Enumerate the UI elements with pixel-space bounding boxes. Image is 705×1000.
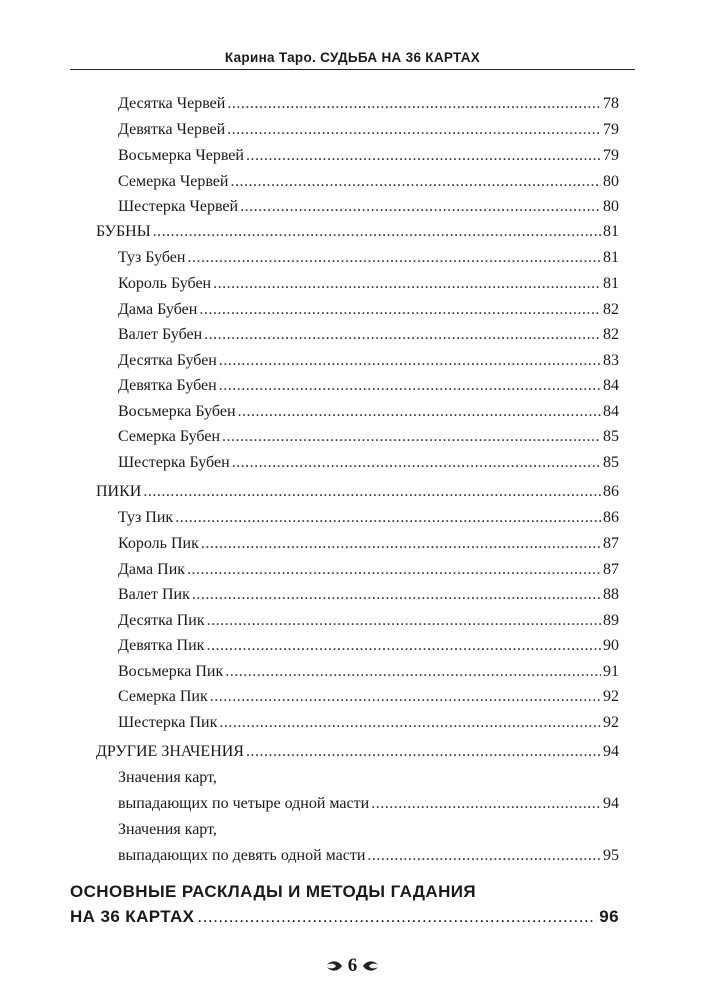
toc-entry-page: 79 (603, 121, 619, 138)
toc-entry-page: 87 (603, 561, 619, 578)
toc-entry-page: 88 (603, 586, 619, 603)
leader-dots (240, 197, 601, 217)
toc-entry[interactable] (118, 687, 619, 707)
leader-dots (204, 325, 601, 345)
toc-chapter-entry[interactable] (70, 906, 619, 928)
toc-entry-page: 94 (603, 795, 619, 812)
leader-dots (143, 482, 601, 502)
toc-entry[interactable] (118, 713, 619, 733)
toc-entry-page: 95 (603, 847, 619, 864)
leader-dots (227, 94, 601, 114)
chapter-title-line2: НА 36 КАРТАХ (70, 907, 195, 926)
leader-dots (187, 248, 601, 268)
toc-entry-label: Туз Пик (118, 509, 174, 526)
leader-dots (222, 427, 601, 447)
toc-entry-label: Восьмерка Пик (118, 663, 224, 680)
toc-entry-page: 86 (603, 483, 619, 500)
toc-entry[interactable] (118, 197, 619, 217)
leader-dots (246, 146, 601, 166)
leader-dots (213, 274, 601, 294)
leader-dots (219, 713, 601, 733)
toc-entry-label: Туз Бубен (118, 249, 186, 266)
toc-entry-page: 94 (603, 743, 619, 760)
toc-entry-label: ПИКИ (96, 483, 142, 500)
toc-entry-page: 90 (603, 637, 619, 654)
toc-entry[interactable] (118, 402, 619, 422)
toc-entry-page: 85 (603, 428, 619, 445)
toc-entry-label: Восьмерка Бубен (118, 403, 236, 420)
ornament-right-icon (361, 959, 381, 973)
toc-entry[interactable] (118, 794, 619, 814)
leader-dots (227, 120, 601, 140)
toc-entry-page: 91 (603, 663, 619, 680)
toc-entry-label: Дама Пик (118, 561, 186, 578)
toc-entry-page: 92 (603, 714, 619, 731)
page-number: 6 (347, 955, 358, 976)
leader-dots (219, 376, 601, 396)
toc-entry[interactable] (118, 846, 619, 866)
toc-section-bubny[interactable] (96, 222, 619, 242)
toc-section-piki[interactable] (96, 482, 619, 502)
toc-entry[interactable] (118, 248, 619, 268)
toc-entry[interactable] (118, 300, 619, 320)
toc-entry-page: 89 (603, 612, 619, 629)
toc-entry-label: Дама Бубен (118, 301, 198, 318)
toc-entry-label: Семерка Бубен (118, 428, 220, 445)
toc-entry-label: Семерка Червей (118, 173, 229, 190)
toc-entry-page: 83 (603, 352, 619, 369)
leader-dots (199, 300, 601, 320)
toc-entry-label: Десятка Пик (118, 612, 205, 629)
leader-dots (153, 222, 601, 242)
toc-entry-label-line1: Значения карт, (118, 769, 217, 786)
toc-entry-label: Шестерка Бубен (118, 454, 230, 471)
toc-entry-label: Десятка Бубен (118, 352, 217, 369)
toc-entry-label: Шестерка Пик (118, 714, 218, 731)
leader-dots (187, 560, 601, 580)
toc-entry[interactable] (118, 325, 619, 345)
toc-entry-page: 84 (603, 403, 619, 420)
leader-dots (210, 687, 601, 707)
toc-entry[interactable] (118, 636, 619, 656)
toc-entry-page: 82 (603, 326, 619, 343)
toc-entry-label: Шестерка Червей (118, 198, 239, 215)
leader-dots (197, 906, 596, 928)
toc-entry-page: 79 (603, 147, 619, 164)
toc-section-drugie[interactable] (96, 742, 619, 762)
toc-entry-label: Валет Пик (118, 586, 190, 603)
leader-dots (225, 662, 601, 682)
header-rule (70, 69, 635, 70)
leader-dots (192, 585, 601, 605)
toc-entry[interactable] (118, 274, 619, 294)
toc-entry[interactable] (118, 662, 619, 682)
leader-dots (230, 172, 601, 192)
toc-entry-label: Девятка Пик (118, 637, 205, 654)
toc-entry-label: Девятка Бубен (118, 377, 217, 394)
toc-entry[interactable] (118, 534, 619, 554)
toc-entry-page: 78 (603, 95, 619, 112)
toc-entry-label: БУБНЫ (96, 223, 151, 240)
leader-dots (367, 846, 601, 866)
toc-entry-label: выпадающих по четыре одной масти (118, 795, 370, 812)
page-footer (0, 955, 705, 977)
toc-entry-page: 80 (603, 173, 619, 190)
leader-dots (207, 611, 601, 631)
toc-entry-page: 92 (603, 688, 619, 705)
toc-entry[interactable] (118, 94, 619, 114)
toc-entry[interactable] (118, 560, 619, 580)
toc-entry[interactable] (118, 120, 619, 140)
toc-entry[interactable] (118, 508, 619, 528)
toc-entry-label: Десятка Червей (118, 95, 226, 112)
toc-entry-label: Семерка Пик (118, 688, 208, 705)
leader-dots (206, 636, 601, 656)
toc-entry-page: 87 (603, 535, 619, 552)
leader-dots (201, 534, 601, 554)
toc-entry[interactable] (118, 611, 619, 631)
leader-dots (232, 453, 601, 473)
toc-entry-label: ДРУГИЕ ЗНАЧЕНИЯ (96, 743, 244, 760)
toc-entry[interactable] (118, 427, 619, 447)
leader-dots (238, 402, 602, 422)
toc-entry-label: Король Пик (118, 535, 199, 552)
toc-entry-page: 81 (603, 275, 619, 292)
toc-entry-page: 84 (603, 377, 619, 394)
toc-entry-label-line1: Значения карт, (118, 821, 217, 838)
ornament-left-icon (324, 959, 344, 973)
leader-dots (371, 794, 601, 814)
running-header: Карина Таро. СУДЬБА НА 36 КАРТАХ (224, 50, 481, 65)
toc-entry-label: Король Бубен (118, 275, 212, 292)
toc-entry-page: 85 (603, 454, 619, 471)
leader-dots (219, 351, 601, 371)
toc-entry-page: 81 (603, 249, 619, 266)
leader-dots (246, 742, 601, 762)
toc-entry-page: 80 (603, 198, 619, 215)
toc-entry-label: Девятка Червей (118, 121, 226, 138)
toc-entry-page: 81 (603, 223, 619, 240)
toc-entry-label: Восьмерка Червей (118, 147, 244, 164)
leader-dots (175, 508, 601, 528)
toc-entry[interactable] (118, 585, 619, 605)
toc-entry-page: 82 (603, 301, 619, 318)
toc-entry[interactable] (118, 453, 619, 473)
toc-entry[interactable] (118, 376, 619, 396)
chapter-title-line1: ОСНОВНЫЕ РАСКЛАДЫ И МЕТОДЫ ГАДАНИЯ (70, 882, 476, 901)
toc-entry-label: Валет Бубен (118, 326, 203, 343)
toc-entry[interactable] (118, 351, 619, 371)
toc-entry-page: 86 (603, 509, 619, 526)
toc-entry-label: выпадающих по девять одной масти (118, 847, 366, 864)
toc-entry[interactable] (118, 172, 619, 192)
chapter-page: 96 (599, 907, 619, 926)
toc-entry[interactable] (118, 146, 619, 166)
